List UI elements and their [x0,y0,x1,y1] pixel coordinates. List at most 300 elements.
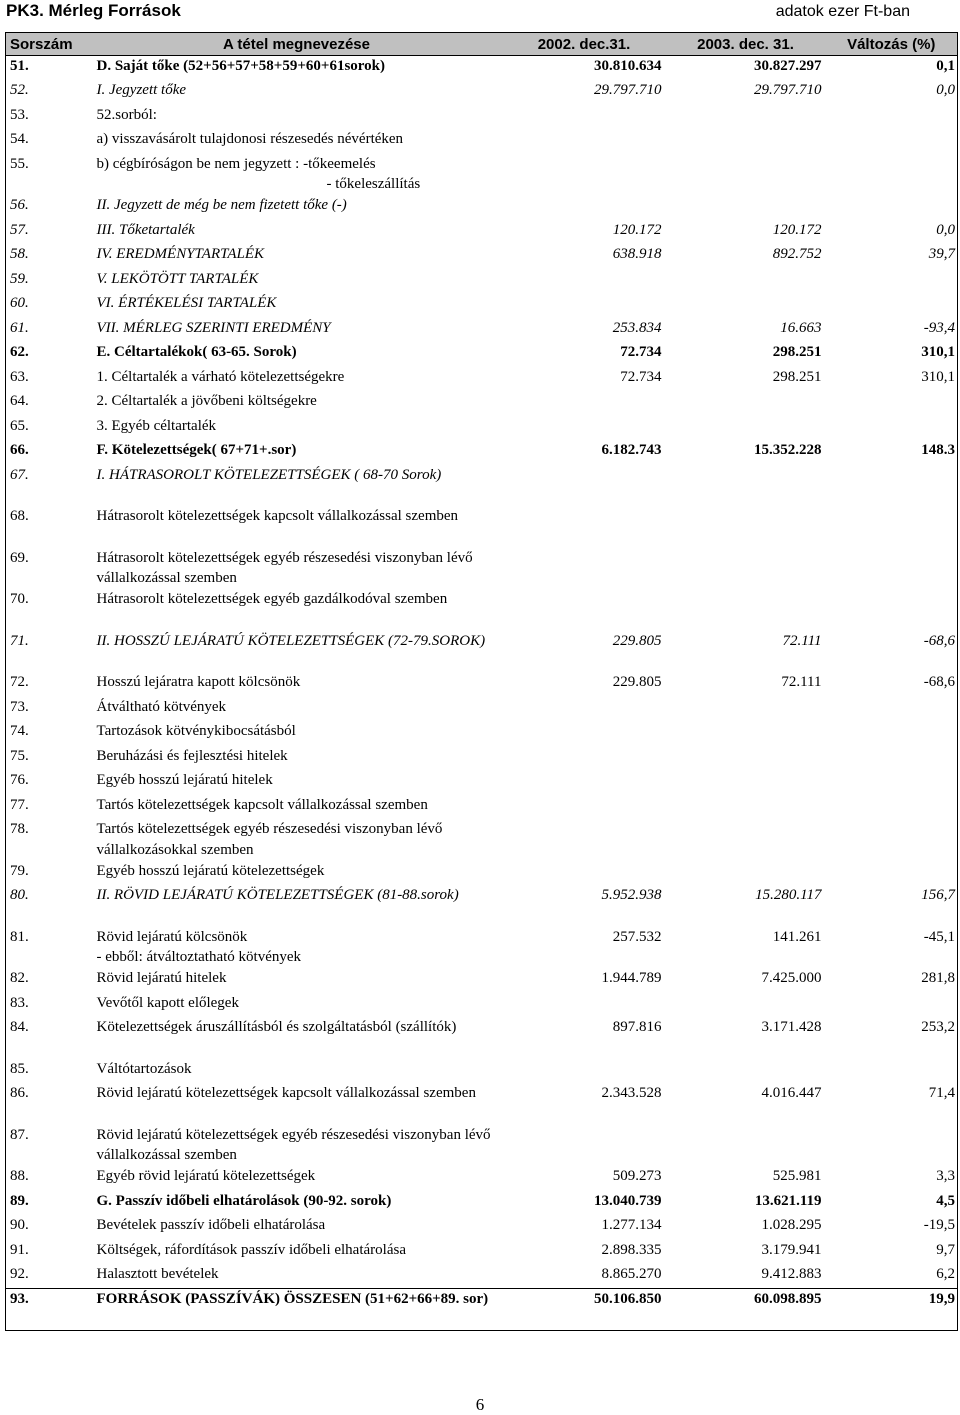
table-row [6,631,958,673]
table-row [6,440,958,465]
table-row [6,465,958,507]
value-2003: 13.621.119 [754,1192,822,1209]
table-row [6,589,958,631]
row-number: 55. [10,155,29,172]
item-name [91,416,503,441]
value-2002: 897.816 [612,1019,662,1035]
table-row [6,154,958,196]
row-number: 86. [10,1085,29,1101]
row-number: 90. [10,1217,29,1233]
row-number: 63. [10,368,29,385]
item-name-text: 52.sorból: [96,106,157,123]
item-name-text: IV. EREDMÉNYTARTALÉK [96,246,265,262]
value-2002 [503,548,666,590]
table-row [6,269,958,294]
item-name [91,770,503,795]
value-2003: 30.827.297 [754,58,822,74]
table-row [6,244,958,269]
item-name-text: I. Jegyzett tőke [96,82,187,98]
change-percent [826,105,958,130]
change-percent: 310,1 [921,368,955,385]
item-name [91,1191,503,1216]
value-2002 [503,819,666,861]
row-number: 52. [10,82,29,98]
value-2002: 13.040.739 [594,1192,662,1209]
value-2002 [503,129,666,154]
row-number: 83. [10,994,29,1011]
item-name-text: Tartozások kötvénykibocsátásból [96,723,296,739]
value-2003: 298.251 [772,344,822,360]
item-name-text: F. Kötelezettségek( 67+71+.sor) [96,442,297,458]
item-name [91,819,503,861]
item-name [91,129,503,154]
value-2003 [666,129,826,154]
change-percent [826,293,958,318]
table-row [6,672,958,697]
value-2003 [666,697,826,722]
item-name-text: Hátrasorolt kötelezettségek egyéb részesedési viszonyban lévő vállalkozással szemben [96,549,473,586]
row-number: 68. [10,508,29,524]
header-row [6,33,958,56]
page-number: 6 [475,1395,485,1414]
value-2003: 7.425.000 [761,970,822,986]
value-2002: 1.277.134 [601,1217,662,1233]
value-2002: 229.805 [612,632,662,649]
value-2002: 8.865.270 [601,1266,662,1282]
item-name-text: 1. Céltartalék a várható kötelezettségekre [96,368,345,385]
change-percent: -19,5 [923,1217,955,1233]
table-row [6,993,958,1018]
row-number: 62. [10,344,29,360]
change-percent [826,589,958,631]
change-percent [826,154,958,196]
item-name [91,548,503,590]
row-number: 56. [10,197,29,213]
change-percent: -68,6 [923,674,955,690]
item-name-text: Halasztott bevételek [96,1266,219,1282]
column-header-number: Sorszám [6,33,91,56]
row-number: 87. [10,1126,29,1143]
row-number: 89. [10,1192,29,1209]
row-number: 57. [10,221,29,238]
row-number: 59. [10,270,29,287]
change-percent: 156,7 [921,887,955,903]
item-name [91,1289,503,1331]
value-2003 [666,391,826,416]
table-row [6,927,958,969]
item-name [91,105,503,130]
item-name-text: Rövid lejáratú kötelezettségek egyéb részesedési viszonyban lévő vállalkozással szemben [96,1126,491,1163]
value-2003 [666,721,826,746]
row-number: 88. [10,1168,29,1184]
row-number: 74. [10,723,29,739]
item-name [91,968,503,993]
change-percent: -93,4 [923,319,955,336]
value-2002 [503,269,666,294]
table-row [6,1191,958,1216]
change-percent [826,721,958,746]
item-name-text: G. Passzív időbeli elhatárolások (90-92. sorok) [96,1192,392,1209]
table-row [6,968,958,993]
change-percent: 39,7 [928,246,955,262]
value-2003: 4.016.447 [761,1085,822,1101]
item-name-text: Rövid lejáratú kölcsönök [96,928,248,945]
item-name-text: Rövid lejáratú kötelezettségek kapcsolt vállalkozással szemben [96,1085,476,1101]
value-2003: 9.412.883 [761,1266,822,1282]
item-name [91,861,503,886]
item-name [91,391,503,416]
value-2003: 298.251 [772,368,822,385]
item-name-text: II. RÖVID LEJÁRATÚ KÖTELEZETTSÉGEK (81-88.sorok) [96,887,459,903]
value-2003: 60.098.895 [666,1289,826,1331]
table-row [6,721,958,746]
row-number: 69. [10,549,29,566]
value-2003: 1.028.295 [761,1217,822,1233]
table-row [6,770,958,795]
table-row [6,56,958,81]
table-row [6,391,958,416]
row-number: 82. [10,970,29,986]
value-2003 [666,993,826,1018]
value-2003: 120.172 [772,221,822,238]
change-percent: 4,5 [936,1192,955,1209]
row-number: 67. [10,466,29,483]
item-name [91,1017,503,1059]
change-percent: 310,1 [921,344,955,360]
change-percent: 19,9 [826,1289,958,1331]
balance-sheet-table [5,32,958,1331]
value-2003: 525.981 [772,1168,822,1184]
row-number: 66. [10,442,29,458]
value-2003 [666,105,826,130]
item-name [91,885,503,927]
item-name [91,927,503,969]
row-number: 75. [10,747,29,764]
column-header-item-name: A tétel megnevezése [91,33,503,56]
value-2002: 253.834 [612,319,662,336]
value-2002: 50.106.850 [503,1289,666,1331]
table-row [6,1289,958,1331]
item-name [91,342,503,367]
row-number: 93. [6,1289,91,1331]
change-percent [826,391,958,416]
change-percent [826,269,958,294]
value-2003 [666,795,826,820]
change-percent [826,416,958,441]
value-2003 [666,770,826,795]
value-2002 [503,416,666,441]
value-2002: 6.182.743 [601,442,662,458]
value-2003 [666,293,826,318]
value-2002: 30.810.634 [594,58,662,74]
table-row [6,105,958,130]
table-row [6,861,958,886]
value-2003: 29.797.710 [754,82,822,98]
item-name-text: Bevételek passzív időbeli elhatárolása [96,1217,326,1233]
item-name [91,993,503,1018]
column-header-2002: 2002. dec.31. [503,33,666,56]
value-2003: 3.179.941 [761,1241,822,1258]
change-percent: 0,0 [936,221,955,238]
change-percent: -68,6 [923,632,955,649]
value-2002 [503,697,666,722]
page-title: PK3. Mérleg Források [6,1,181,20]
value-2002 [503,154,666,196]
value-2002 [503,293,666,318]
table-row [6,367,958,392]
table-row [6,1215,958,1240]
value-2003: 15.352.228 [754,442,822,458]
change-percent [826,697,958,722]
change-percent: 71,4 [928,1085,955,1101]
item-name [91,367,503,392]
value-2003: 16.663 [780,319,822,336]
row-number: 76. [10,772,29,788]
value-2002 [503,1125,666,1167]
value-2003 [666,861,826,886]
value-2002: 120.172 [612,221,662,238]
item-name [91,589,503,631]
change-percent [826,993,958,1018]
unit-note: adatok ezer Ft-ban [775,3,910,20]
value-2002: 5.952.938 [601,887,662,903]
value-2003: 15.280.117 [755,887,822,903]
change-percent [826,548,958,590]
value-2003 [666,416,826,441]
change-percent: 3,3 [936,1168,955,1184]
item-name-text: Egyéb hosszú lejáratú hitelek [96,772,273,788]
item-name-text: II. HOSSZÚ LEJÁRATÚ KÖTELEZETTSÉGEK (72-79.SOROK) [96,632,486,649]
row-number: 60. [10,295,29,311]
item-name-text: 3. Egyéb céltartalék [96,417,217,434]
item-name [91,80,503,105]
item-name-text: Költségek, ráfordítások passzív időbeli elhatárolása [96,1241,406,1258]
row-number: 54. [10,131,29,147]
change-percent [826,506,958,548]
change-percent [826,746,958,771]
item-name [91,795,503,820]
item-name-text: Hosszú lejáratra kapott kölcsönök [96,674,301,690]
value-2003 [666,548,826,590]
item-name-text: D. Saját tőke (52+56+57+58+59+60+61sorok) [96,58,386,74]
value-2002: 2.343.528 [601,1085,662,1101]
item-name [91,465,503,507]
item-name-text: Beruházási és fejlesztési hitelek [96,747,288,764]
row-number: 73. [10,698,29,715]
row-number: 71. [10,632,29,649]
value-2002: 229.805 [612,674,662,690]
row-number: 61. [10,319,29,336]
table-row [6,1264,958,1289]
item-name [91,269,503,294]
row-number: 58. [10,246,29,262]
value-2003 [666,589,826,631]
item-name [91,697,503,722]
value-2003 [666,506,826,548]
value-2003 [666,195,826,220]
change-percent: 281,8 [921,970,955,986]
item-name-text: E. Céltartalékok( 63-65. Sorok) [96,344,297,360]
change-percent [826,465,958,507]
row-number: 77. [10,796,29,813]
table-row [6,697,958,722]
table-row [6,342,958,367]
value-2002 [503,1059,666,1084]
item-name-subline: - tőkeleszállítás [326,176,421,192]
item-name [91,293,503,318]
change-percent [826,795,958,820]
item-name [91,1083,503,1125]
item-name-text: Egyéb hosszú lejáratú kötelezettségek [96,862,325,879]
value-2002: 257.532 [612,928,662,945]
row-number: 85. [10,1060,29,1077]
value-2002: 638.918 [612,246,662,262]
item-name-text: Tartós kötelezettségek egyéb részesedési viszonyban lévő vállalkozásokkal szemben [96,821,443,858]
row-number: 84. [10,1019,29,1035]
table-row [6,548,958,590]
value-2003 [666,819,826,861]
item-name [91,154,503,196]
value-2002 [503,795,666,820]
item-name [91,1166,503,1191]
item-name [91,506,503,548]
item-name [91,1125,503,1167]
value-2002 [503,746,666,771]
value-2003: 72.111 [781,674,822,690]
table-row [6,318,958,343]
table-row [6,885,958,927]
value-2003: 3.171.428 [761,1019,822,1035]
table-row [6,1059,958,1084]
item-name-text: VI. ÉRTÉKELÉSI TARTALÉK [96,295,277,311]
table-row [6,293,958,318]
change-percent: -45,1 [923,928,955,945]
change-percent [826,770,958,795]
row-number: 81. [10,928,29,945]
table-row [6,1017,958,1059]
value-2003 [666,1125,826,1167]
value-2003 [666,1059,826,1084]
item-name-text: Vevőtől kapott előlegek [96,994,239,1011]
change-percent [826,861,958,886]
item-name [91,318,503,343]
value-2002: 2.898.335 [601,1241,662,1258]
item-name-text: Kötelezettségek áruszállításból és szolgáltatásból (szállítók) [96,1019,457,1035]
change-percent [826,819,958,861]
item-name-text: Váltótartozások [96,1060,192,1077]
item-name-text: Hátrasorolt kötelezettségek egyéb gazdálkodóval szemben [96,591,448,607]
item-name [91,440,503,465]
row-number: 64. [10,393,29,409]
value-2002 [503,506,666,548]
table-row [6,1083,958,1125]
value-2002: 509.273 [612,1168,662,1184]
value-2002 [503,195,666,220]
value-2003 [666,746,826,771]
row-number: 53. [10,106,29,123]
item-name [91,56,503,81]
change-percent [826,129,958,154]
item-name-text: Átváltható kötvények [96,698,227,715]
value-2003 [666,154,826,196]
item-name-subline: - ebből: átváltoztatható kötvények [96,949,302,965]
table-row [6,129,958,154]
item-name [91,1264,503,1289]
value-2002 [503,105,666,130]
row-number: 51. [10,58,29,74]
row-number: 78. [10,821,29,837]
table-row [6,746,958,771]
item-name-text: Rövid lejáratú hitelek [96,970,227,986]
table-row [6,1240,958,1265]
item-name-text: b) cégbíróságon be nem jegyzett : -tőkeemelés [96,155,376,172]
item-name-text: a) visszavásárolt tulajdonosi részesedés névértéken [96,131,404,147]
change-percent [826,195,958,220]
item-name [91,1215,503,1240]
item-name-text: VII. MÉRLEG SZERINTI EREDMÉNY [96,319,331,336]
value-2002: 1.944.789 [601,970,662,986]
value-2002 [503,391,666,416]
item-name-text: I. HÁTRASOROLT KÖTELEZETTSÉGEK ( 68-70 Sorok) [96,466,442,483]
value-2002 [503,721,666,746]
value-2003: 141.261 [772,928,822,945]
item-name-text: 2. Céltartalék a jövőbeni költségekre [96,393,317,409]
table-row [6,819,958,861]
item-name-text: V. LEKÖTÖTT TARTALÉK [96,270,259,287]
column-header-2003: 2003. dec. 31. [666,33,826,56]
item-name-text: Egyéb rövid lejáratú kötelezettségek [96,1168,316,1184]
item-name [91,746,503,771]
table-row [6,1166,958,1191]
row-number: 91. [10,1241,29,1258]
item-name [91,220,503,245]
value-2002 [503,993,666,1018]
table-row [6,220,958,245]
table-row [6,80,958,105]
table-row [6,795,958,820]
change-percent [826,1059,958,1084]
column-header-change: Változás (%) [826,33,958,56]
item-name-text: II. Jegyzett de még be nem fizetett tőke (-) [96,197,347,213]
value-2002 [503,465,666,507]
table-row [6,1125,958,1167]
item-name-text: III. Tőketartalék [96,221,195,238]
value-2003: 892.752 [772,246,822,262]
table-row [6,506,958,548]
item-name [91,195,503,220]
item-name-text: FORRÁSOK (PASSZÍVÁK) ÖSSZESEN (51+62+66+89. sor) [96,1291,489,1307]
table-row [6,195,958,220]
item-name [91,244,503,269]
value-2003: 72.111 [782,632,822,649]
change-percent: 253,2 [921,1019,955,1035]
item-name [91,672,503,697]
item-name-text: Hátrasorolt kötelezettségek kapcsolt vállalkozással szemben [96,508,459,524]
item-name [91,721,503,746]
item-name [91,1059,503,1084]
table-row [6,416,958,441]
item-name-text: Tartós kötelezettségek kapcsolt vállalkozással szemben [96,796,428,813]
change-percent: 0,1 [936,58,955,74]
value-2002: 29.797.710 [594,82,662,98]
row-number: 72. [10,674,29,690]
change-percent: 0,0 [936,82,955,98]
value-2002 [503,861,666,886]
row-number: 65. [10,417,29,434]
value-2002 [503,589,666,631]
value-2003 [666,465,826,507]
value-2003 [666,269,826,294]
